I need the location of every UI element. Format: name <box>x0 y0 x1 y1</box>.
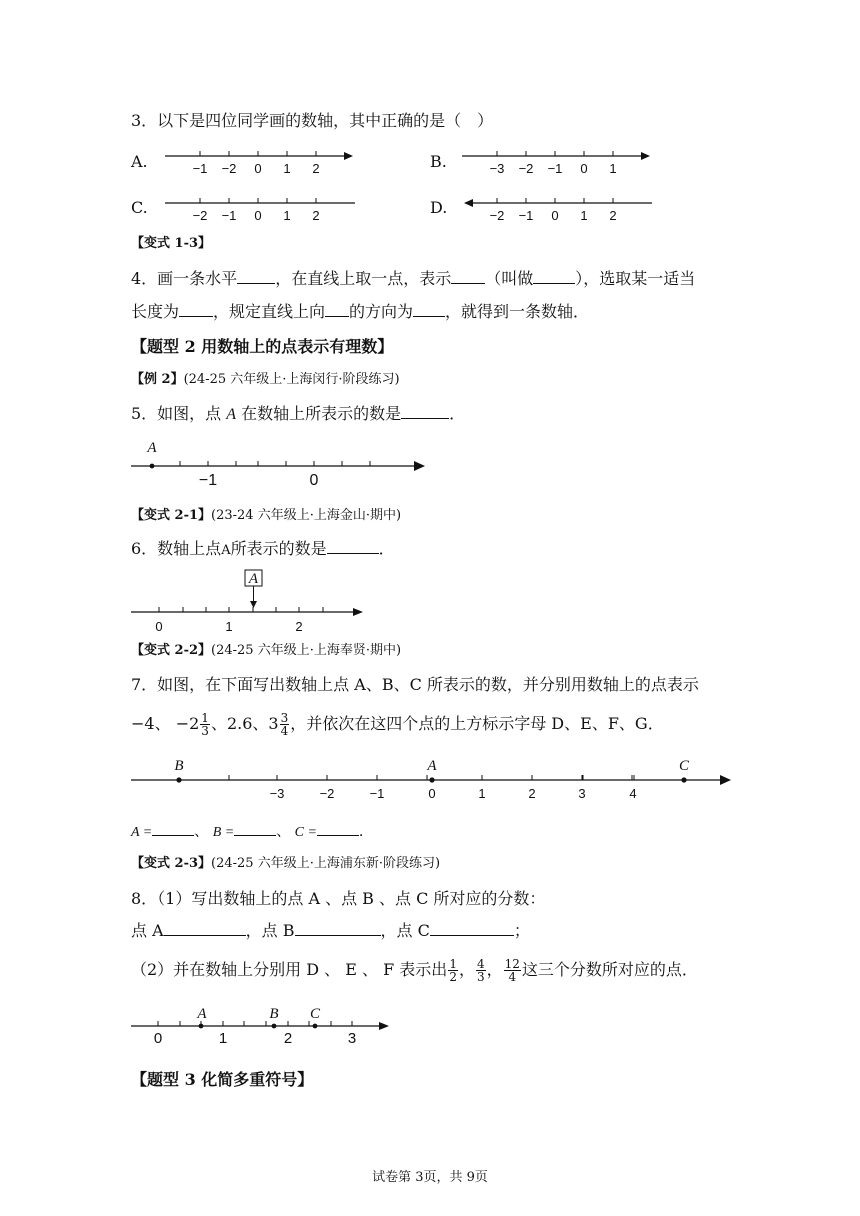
answer-blank[interactable] <box>317 821 359 836</box>
answer-blank[interactable] <box>451 269 485 284</box>
tick-label: 2 <box>295 619 303 634</box>
point-b <box>176 777 181 782</box>
tick-label: −2 <box>518 161 534 176</box>
q3-stem: 3．以下是四位同学画的数轴，其中正确的是（ ） <box>131 111 494 130</box>
tick-label: −2 <box>489 208 505 223</box>
option-b-letter[interactable]: B. <box>430 152 447 171</box>
tick-label: −2 <box>221 161 237 176</box>
point-label-b: B <box>269 1006 279 1022</box>
tick-label: 4 <box>629 786 637 801</box>
q8-number-line <box>131 1004 401 1048</box>
tick-label: −1 <box>198 472 218 489</box>
tick-label: −1 <box>518 208 534 223</box>
answer-blank[interactable] <box>327 539 379 554</box>
q6-number-line <box>131 568 371 636</box>
answer-blank[interactable] <box>413 302 445 317</box>
answer-blank[interactable] <box>533 269 575 284</box>
example-2-tag: 【例 2】(24-25 六年级上·上海闵行·阶段练习) <box>131 372 400 387</box>
tick-label: −1 <box>547 161 563 176</box>
q8-line-3: （2）并在数轴上分别用 D 、 E 、 F 表示出 $\frac{1}{2}$ ， $\frac{4}{3}$ ， $\frac{12}{4}$ 这三个分数所对应的点． <box>131 957 698 984</box>
page-footer: 试卷第 3页，共 9页 <box>372 1170 488 1185</box>
point-b <box>272 1024 277 1029</box>
answer-blank[interactable] <box>295 921 381 936</box>
answer-blank[interactable] <box>152 821 194 836</box>
q5-number-line <box>131 436 431 492</box>
tick-label: 0 <box>551 208 559 223</box>
tick-label: −1 <box>192 161 208 176</box>
tick-label: 1 <box>478 786 486 801</box>
point-label-c: C <box>309 1006 321 1022</box>
option-a-number-line <box>165 148 365 178</box>
tick-label: 0 <box>309 472 319 489</box>
q5-stem: 5．如图，点 A 在数轴上所表示的数是 ． <box>131 404 466 423</box>
answer-blank[interactable] <box>164 921 246 936</box>
point-label-a: A <box>248 571 259 587</box>
q6-stem: 6．数轴上点A所表示的数是 ． <box>131 539 395 558</box>
tick-label: −3 <box>489 161 505 176</box>
option-b-number-line <box>462 148 662 178</box>
q4-line-2: 长度为 ，规定直线上向 的方向为 ，就得到一条数轴． <box>131 302 590 321</box>
option-a-letter[interactable]: A. <box>131 152 148 171</box>
point-label-c: C <box>678 758 690 774</box>
tick-label: 3 <box>578 786 586 801</box>
variant-2-3-tag: 【变式 2-3】(24-25 六年级上·上海浦东新·阶段练习) <box>131 856 441 871</box>
point-label-a: A <box>197 1006 207 1022</box>
tick-label: 1 <box>283 161 291 176</box>
tick-label: 1 <box>580 208 588 223</box>
tick-label: −3 <box>269 786 285 801</box>
tick-label: 0 <box>254 161 262 176</box>
q7-line-2: −4、 −2 $\frac{1}{3}$ 、2.6、3 $\frac{3}{4}$ ，并依次在这四个点的上方标示字母 D、E、F、G． <box>131 711 664 738</box>
fraction: $\frac{4}{3}$ <box>476 957 485 984</box>
answer-blank[interactable] <box>401 404 449 419</box>
point-a <box>199 1024 204 1029</box>
option-d-letter[interactable]: D. <box>430 198 448 217</box>
tick-label: 0 <box>580 161 588 176</box>
fraction: $\frac{1}{3}$ <box>201 711 209 738</box>
section-title-type-3: 【题型 3 化简多重符号】 <box>131 1070 314 1089</box>
answer-blank[interactable] <box>179 302 213 317</box>
tick-label: −1 <box>369 786 385 801</box>
section-title-type-2: 【题型 2 用数轴上的点表示有理数】 <box>131 337 394 356</box>
point-c <box>681 777 686 782</box>
point-a <box>150 464 155 469</box>
tick-label: 3 <box>347 1030 357 1047</box>
tick-label: −1 <box>221 208 237 223</box>
q7-answers: A = 、 B = 、 C = ． <box>131 821 373 844</box>
tick-label: 2 <box>609 208 617 223</box>
q7-number-line <box>131 752 741 804</box>
tick-label: −2 <box>319 786 335 801</box>
tick-label: 2 <box>283 1030 293 1047</box>
point-label-a: A <box>427 758 437 774</box>
q8-line-1: 8．（1）写出数轴上的点 A 、点 B 、点 C 所对应的分数： <box>131 889 546 908</box>
tick-label: −2 <box>192 208 208 223</box>
tick-label: 1 <box>283 208 291 223</box>
tick-label: 0 <box>155 619 163 634</box>
variant-2-1-tag: 【变式 2-1】(23-24 六年级上·上海金山·期中) <box>131 508 402 523</box>
tick-label: 0 <box>153 1030 163 1047</box>
point-label-a: A <box>147 440 157 456</box>
q4-line-1: 4．画一条水平 ，在直线上取一点，表示 （叫做 ），选取某一适当 <box>131 269 696 288</box>
tick-label: 1 <box>218 1030 228 1047</box>
fraction: $\frac{1}{2}$ <box>449 957 457 984</box>
answer-blank[interactable] <box>237 269 275 284</box>
answer-blank[interactable] <box>325 302 349 317</box>
tick-label: 0 <box>254 208 262 223</box>
answer-blank[interactable] <box>430 921 514 936</box>
fraction: $\frac{3}{4}$ <box>280 711 289 738</box>
tick-label: 2 <box>312 161 320 176</box>
arrow-down-icon <box>250 601 257 608</box>
tick-label: 2 <box>528 786 536 801</box>
option-c-number-line <box>165 195 365 225</box>
point-label-b: B <box>174 758 184 774</box>
q7-line-1: 7．如图，在下面写出数轴上点 A、B、C 所表示的数，并分别用数轴上的点表示 <box>131 675 699 694</box>
tick-label: 1 <box>609 161 617 176</box>
point-a <box>429 777 434 782</box>
q8-line-2: 点 A ，点 B ，点 C ； <box>131 921 530 940</box>
option-d-number-line <box>462 195 662 225</box>
answer-blank[interactable] <box>234 821 276 836</box>
variant-2-2-tag: 【变式 2-2】(24-25 六年级上·上海奉贤·期中) <box>131 643 402 658</box>
point-c <box>313 1024 318 1029</box>
tick-label: 2 <box>312 208 320 223</box>
fraction: $\frac{12}{4}$ <box>504 957 520 984</box>
option-c-letter[interactable]: C. <box>131 198 148 217</box>
tick-label: 0 <box>428 786 436 801</box>
tick-label: 1 <box>225 619 233 634</box>
variant-1-3-tag: 【变式 1-3】 <box>131 236 212 251</box>
